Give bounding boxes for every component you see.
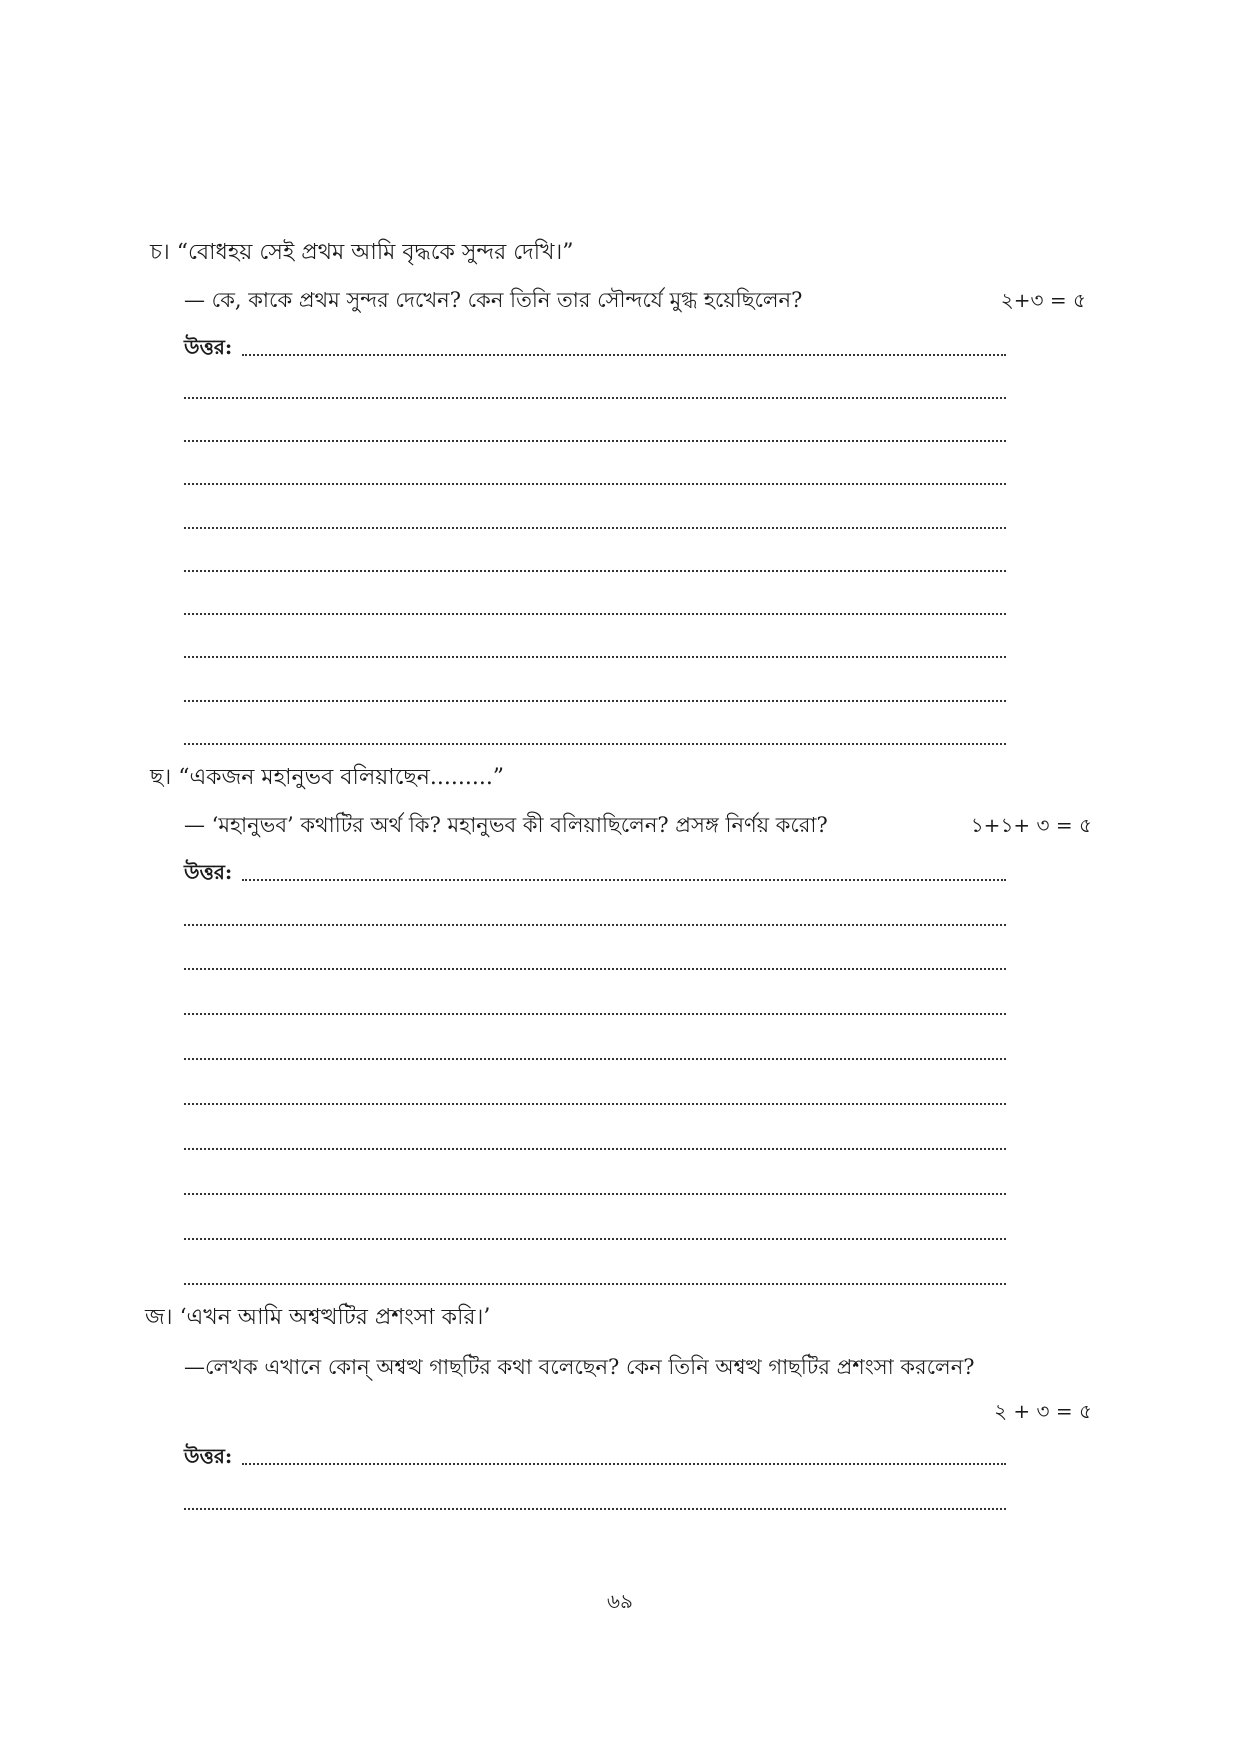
question-ja-marks: ২ + ৩ = ৫ — [994, 1399, 1092, 1423]
answer-line[interactable] — [184, 1171, 1006, 1201]
dotted-line — [184, 1007, 1006, 1015]
answer-line[interactable] — [184, 1441, 1006, 1471]
dotted-line — [184, 1277, 1006, 1285]
dotted-line — [242, 873, 1006, 881]
dotted-line — [184, 1142, 1006, 1150]
dotted-line — [184, 607, 1006, 615]
dotted-line — [184, 434, 1006, 442]
answer-line[interactable] — [184, 902, 1006, 932]
question-quote: ‘এখন আমি অশ্বত্থটির প্রশংসা করি।’ — [179, 1305, 491, 1330]
question-cha-prompt: — কে, কাকে প্রথম সুন্দর দেখেন? কেন তিনি তার সৌন্দর্যে মুগ্ধ হয়েছিলেন? — [184, 288, 803, 312]
answer-line[interactable] — [184, 1261, 1006, 1291]
answer-line[interactable] — [184, 418, 1006, 448]
dotted-line — [242, 348, 1006, 356]
answer-label: উত্তর: — [184, 1444, 233, 1468]
dotted-line — [184, 918, 1006, 926]
answer-line[interactable] — [184, 1216, 1006, 1246]
answer-line[interactable] — [184, 591, 1006, 621]
question-chha-prompt: — ‘মহানুভব’ কথাটির অর্থ কি? মহানুভব কী বলিয়াছিলেন? প্রসঙ্গ নির্ণয় করো? — [184, 813, 828, 837]
dotted-line — [242, 1457, 1006, 1465]
answer-line[interactable] — [184, 857, 1006, 887]
answer-label: উত্তর: — [184, 335, 233, 359]
dotted-line — [184, 521, 1006, 529]
dotted-line — [184, 737, 1006, 745]
question-label: জ। — [145, 1305, 173, 1330]
question-cha-heading — [150, 238, 574, 268]
question-quote: “বোধহয় সেই প্রথম আমি বৃদ্ধকে সুন্দর দেখি।” — [176, 240, 574, 265]
answer-line[interactable] — [184, 991, 1006, 1021]
answer-line[interactable] — [184, 375, 1006, 405]
answer-label: উত্তর: — [184, 860, 233, 884]
dotted-line — [184, 1232, 1006, 1240]
dotted-line — [184, 564, 1006, 572]
question-quote: “একজন মহানুভব বলিয়াছেন.........” — [178, 765, 505, 790]
dotted-line — [184, 1187, 1006, 1195]
question-cha-marks: ২+৩ = ৫ — [1000, 288, 1086, 312]
answer-line[interactable] — [184, 946, 1006, 976]
dotted-line — [184, 391, 1006, 399]
dotted-line — [184, 477, 1006, 485]
answer-line[interactable] — [184, 461, 1006, 491]
question-ja-heading — [145, 1303, 490, 1333]
dotted-line — [184, 1097, 1006, 1105]
answer-line[interactable] — [184, 1486, 1006, 1516]
question-label: ছ। — [150, 765, 172, 790]
question-chha-heading — [150, 763, 504, 793]
page-number: ৬৯ — [607, 1589, 633, 1613]
dotted-line — [184, 694, 1006, 702]
dotted-line — [184, 1052, 1006, 1060]
question-chha-marks: ১+১+ ৩ = ৫ — [970, 813, 1092, 837]
answer-line[interactable] — [184, 1081, 1006, 1111]
dotted-line — [184, 650, 1006, 658]
answer-line[interactable] — [184, 505, 1006, 535]
answer-line[interactable] — [184, 1126, 1006, 1156]
question-label: চ। — [150, 240, 170, 265]
answer-line[interactable] — [184, 678, 1006, 708]
answer-line[interactable] — [184, 634, 1006, 664]
dotted-line — [184, 1502, 1006, 1510]
answer-line[interactable] — [184, 1036, 1006, 1066]
dotted-line — [184, 962, 1006, 970]
answer-line[interactable] — [184, 721, 1006, 751]
question-ja-prompt: —লেখক এখানে কোন্ অশ্বত্থ গাছটির কথা বলেছেন? কেন তিনি অশ্বত্থ গাছটির প্রশংসা করলেন? — [184, 1355, 975, 1379]
answer-line[interactable] — [184, 332, 1006, 362]
answer-line[interactable] — [184, 548, 1006, 578]
